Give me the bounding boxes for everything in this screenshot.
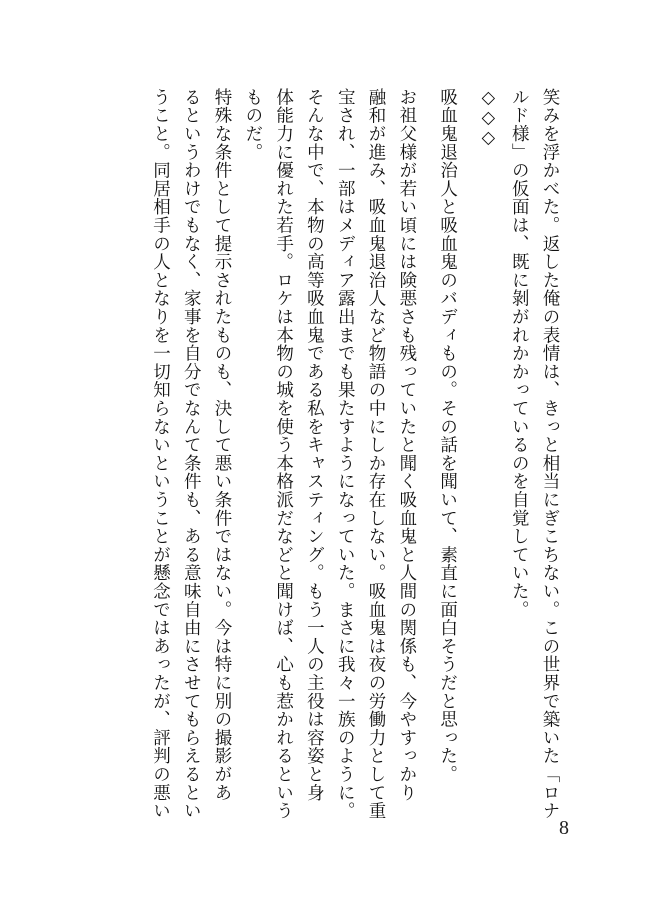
text-line: そんな中で、本物の高等吸血鬼である私をキャスティング。もう一人の主役は容姿と身 [304, 88, 325, 802]
text-line: ものだ。 [242, 88, 263, 162]
section-break-ornament: ◇◇◇ [478, 88, 499, 148]
page-number: 8 [559, 817, 569, 839]
text-line: 体能力に優れた若手。ロケは本物の城を使う本格派だなどと聞けば、心も惹かれるという [273, 88, 294, 820]
text-line: 特殊な条件として提示されたものも、決して悪い条件ではない。今は特に別の撮影があ [212, 88, 233, 802]
text-line: ルド様」の仮面は、既に剝がれかかっているのを自覚していた。 [509, 88, 530, 619]
text-line: 宝され、一部はメディア露出までも果たすようになっていた。まさに我々一族のように。 [335, 88, 356, 820]
text-line: うこと。同居相手の人となりを一切知らないということが懸念ではあったが、評判の悪い [150, 88, 171, 820]
text-line: 吸血鬼退治人と吸血鬼のバディもの。その話を聞いて、素直に面白そうだと思った。 [437, 88, 458, 784]
vertical-text-body [65, 88, 565, 820]
text-line: 融和が進み、吸血鬼退治人など物語の中にしか存在しない。吸血鬼は夜の労働力として重 [366, 88, 387, 820]
text-line: 笑みを浮かべた。返した俺の表情は、きっと相当にぎこちない。この世界で築いた「ロナ [540, 88, 560, 820]
text-line: るというわけでもなく、家事を自分でなんて条件も、ある意味自由にさせてもらえるとい [181, 88, 202, 820]
text-line: お祖父様が若い頃には険悪さも残っていたと聞く吸血鬼と人間の関係も、今やすっかり [396, 88, 417, 802]
